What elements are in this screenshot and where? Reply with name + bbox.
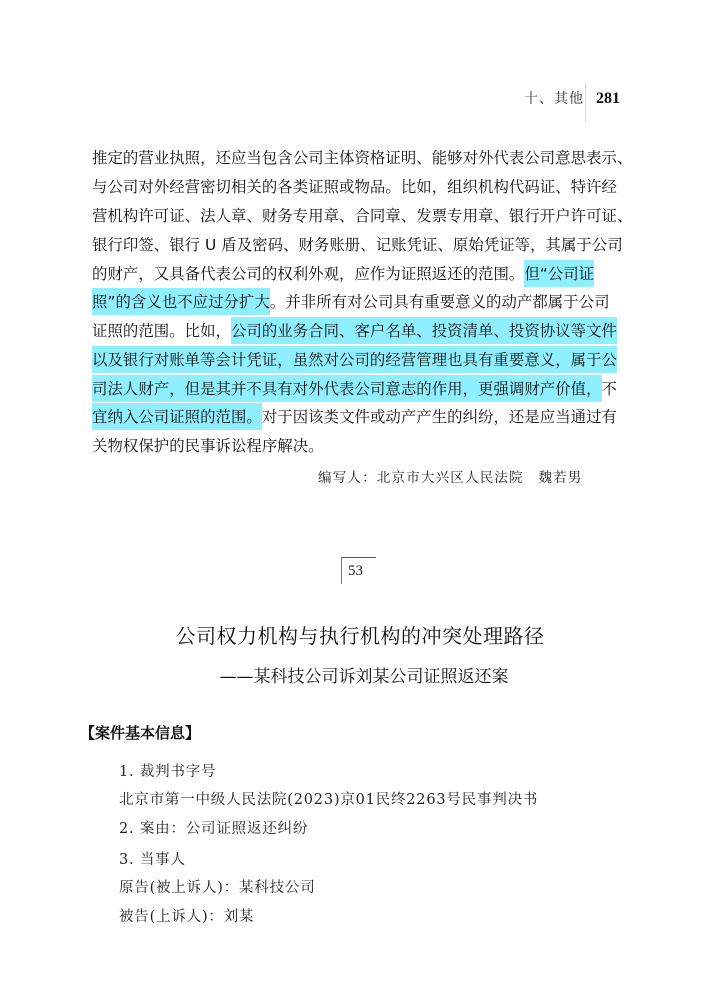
- paragraph-line: [92, 407, 617, 427]
- paragraph-line: [92, 177, 617, 197]
- text-span: 推定的营业执照，还应当包含公司主体资格证明、能够对外代表公司意思表示、: [92, 149, 633, 167]
- paragraph-line: [92, 148, 632, 168]
- paragraph-line: [92, 321, 617, 341]
- section-heading-basic-info: 【案件基本信息】: [80, 724, 201, 742]
- info-item-judgment-number-label: 1. 裁判书字号: [119, 764, 217, 780]
- paragraph-line: [92, 436, 324, 456]
- text-span: 关物权保护的民事诉讼程序解决。: [92, 437, 324, 455]
- info-item-plaintiff: 原告(被上诉人)：某科技公司: [119, 880, 316, 896]
- info-item-cause: 2. 案由：公司证照返还纠纷: [119, 821, 309, 837]
- paragraph-line: [92, 264, 594, 284]
- highlighted-text: 司法人财产，但是其并不具有对外代表公司意志的作用，更强调财产价值，: [92, 375, 602, 402]
- highlighted-text: 照”的含义也不应过分扩大: [92, 288, 270, 315]
- text-span: 银行印签、银行 U 盾及密码、财务账册、记账凭证、原始凭证等，其属于公司: [92, 236, 623, 254]
- paragraph-line: [92, 350, 617, 370]
- case-subtitle: ——某科技公司诉刘某公司证照返还案: [219, 667, 509, 687]
- paragraph-line: [92, 235, 623, 255]
- highlighted-text: 以及银行对账单等会计凭证，虽然对公司的经营管理也具有重要意义，属于公: [92, 346, 617, 373]
- case-number-box-left: [341, 557, 342, 584]
- text-span: 对于因该类文件或动产产生的纠纷，还是应当通过有: [261, 408, 617, 426]
- highlighted-text: 但“公司证: [524, 260, 594, 287]
- text-span: 证照的范围。比如，: [92, 322, 231, 340]
- paragraph-line: [92, 379, 617, 399]
- text-span: 的财产，又具备代表公司的权利外观，应作为证照返还的范围。: [92, 265, 525, 283]
- case-number: 53: [348, 563, 363, 579]
- highlighted-text: 宜纳入公司证照的范围。: [92, 403, 262, 430]
- text-span: 与公司对外经营密切相关的各类证照或物品。比如，组织机构代码证、特许经: [92, 178, 617, 196]
- author-credit: 编写人：北京市大兴区人民法院 魏若男: [318, 470, 583, 486]
- highlighted-text: 公司的业务合同、客户名单、投资清单、投资协议等文件: [231, 317, 617, 344]
- text-span: 。并非所有对公司具有重要意义的动产都属于公司: [269, 293, 610, 311]
- info-item-parties-label: 3. 当事人: [119, 852, 186, 868]
- text-span: 营机构许可证、法人章、财务专用章、合同章、发票专用章、银行开户许可证、: [92, 207, 633, 225]
- case-number-box-top: [341, 557, 376, 558]
- info-item-defendant: 被告(上诉人)：刘某: [119, 909, 255, 925]
- header-divider: [585, 84, 586, 122]
- paragraph-line: [92, 292, 610, 312]
- running-head-title: 十、其他: [524, 91, 584, 107]
- page-number: 281: [596, 90, 620, 107]
- info-item-judgment-number: 北京市第一中级人民法院(2023)京01民终2263号民事判决书: [119, 792, 539, 808]
- paragraph-line: [92, 206, 632, 226]
- text-span: 不: [601, 380, 617, 398]
- case-title: 公司权力机构与执行机构的冲突处理路径: [175, 624, 545, 648]
